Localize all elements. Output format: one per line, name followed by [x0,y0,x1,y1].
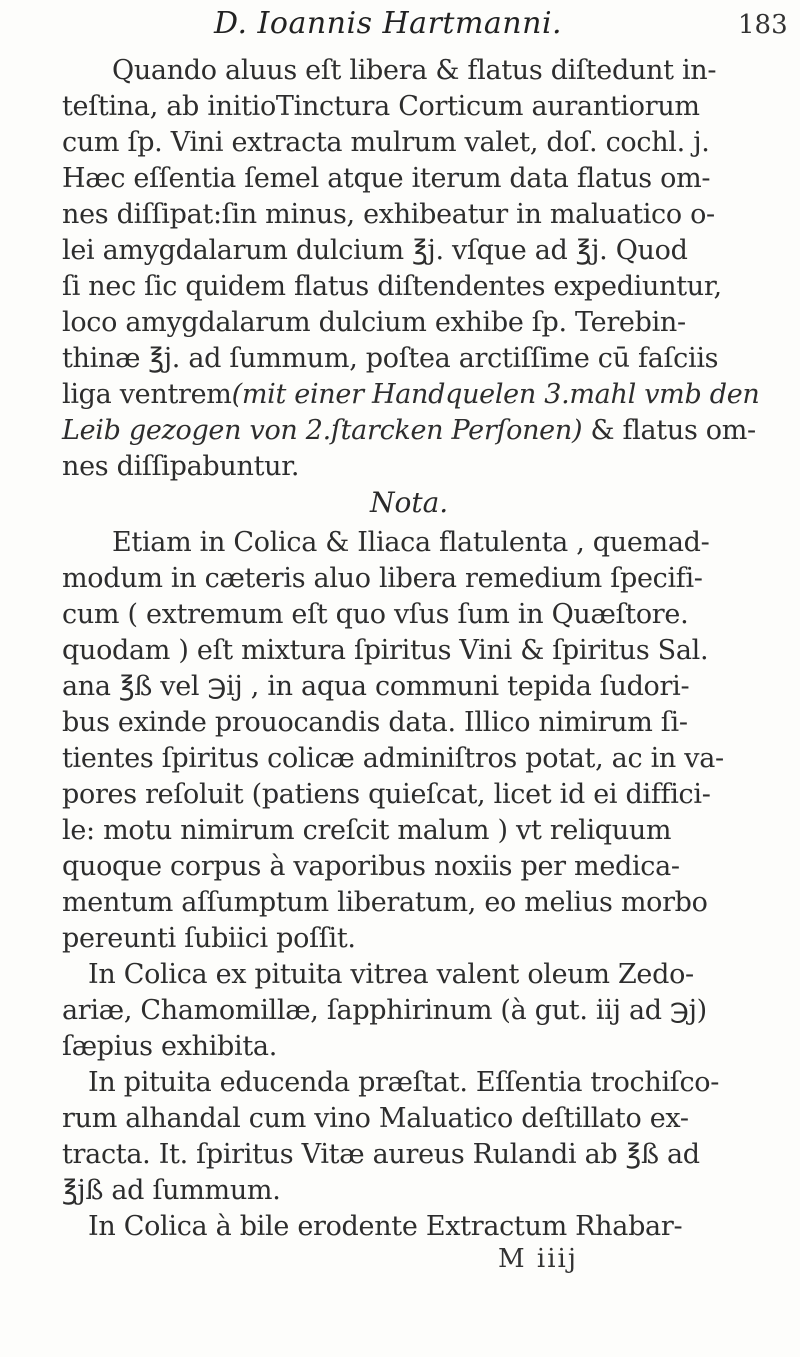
text-line: ſi nec ſic quidem flatus diſtendentes expediuntur, [62,271,722,302]
text-line: tracta. It. ſpiritus Vitæ aureus Rulandi ab ℥ß ad [62,1139,700,1170]
text-line: Hæc eſſentia ſemel atque iterum data flatus om- [62,163,711,194]
text-line: ariæ, Chamomillæ, ſapphirinum (à gut. iij ad ℈j) [62,995,707,1026]
text-line: In Colica ex pituita vitrea valent oleum Zedo- [88,959,694,990]
text-line: In Colica à bile erodente Extractum Rhabar- [88,1211,683,1242]
text-line: rum alhandal cum vino Maluatico deſtillato ex- [62,1103,689,1134]
text-line: modum in cæteris aluo libera remedium ſpecifi- [62,563,703,594]
text-line: loco amygdalarum dulcium exhibe ſp. Terebin- [62,307,686,338]
german-gloss: (mit einer Handquelen 3.mahl vmb den [231,379,760,410]
text-line: In pituita educenda præſtat. Eſſentia trochiſco- [88,1067,720,1098]
text-line: bus exinde prouocandis data. Illico nimirum ſi- [62,707,688,738]
text-line: cum ſp. Vini extracta mulrum valet, doſ. cochl. j. [62,127,710,158]
text-segment: liga ventrem [62,379,232,410]
section-heading: Nota. [370,486,449,519]
text-line: le: motu nimirum creſcit malum ) vt reliquum [62,815,672,846]
page-number: 183 [738,10,788,40]
text-line: tientes ſpiritus colicæ adminiſtros potat, ac in va- [62,743,724,774]
text-line: nes diſſipabuntur. [62,451,300,482]
text-segment: & flatus om- [582,415,756,446]
text-line: Quando aluus eſt libera & flatus diſtedunt in- [112,55,717,86]
running-head: D. Ioannis Hartmanni. [214,6,563,41]
text-line: quoque corpus à vaporibus noxiis per medica- [62,851,680,882]
text-line: Etiam in Colica & Iliaca flatulenta , quemad- [112,527,710,558]
text-line: ſæpius exhibita. [62,1031,277,1062]
text-line: ana ℥ß vel ℈ij , in aqua communi tepida ſudori- [62,671,690,702]
text-line: ℥jß ad ſummum. [62,1175,281,1206]
signature-mark: M iiij [498,1244,578,1274]
text-line: lei amygdalarum dulcium ℥j. vſque ad ℥j. Quod [62,235,688,266]
text-line: teſtina, ab initioTinctura Corticum aurantiorum [62,91,700,122]
text-line: pereunti ſubiici poſſit. [62,923,356,954]
text-line: quodam ) eſt mixtura ſpiritus Vini & ſpiritus Sal. [62,635,709,666]
text-line: cum ( extremum eſt quo vſus ſum in Quæſtore. [62,599,689,630]
text-line: mentum aſſumptum liberatum, eo melius morbo [62,887,708,918]
text-line: pores reſoluit (patiens quieſcat, licet id ei diffici- [62,779,711,810]
text-line: thinæ ℥j. ad ſummum, poſtea arctiſſime cū faſciis [62,343,719,374]
text-line: nes diſſipat:ſin minus, exhibeatur in maluatico o- [62,199,715,230]
german-gloss: Leib gezogen von 2.ſtarcken Perſonen) [62,415,583,446]
text-line-mixed [62,412,756,450]
text-line-mixed [62,376,759,414]
